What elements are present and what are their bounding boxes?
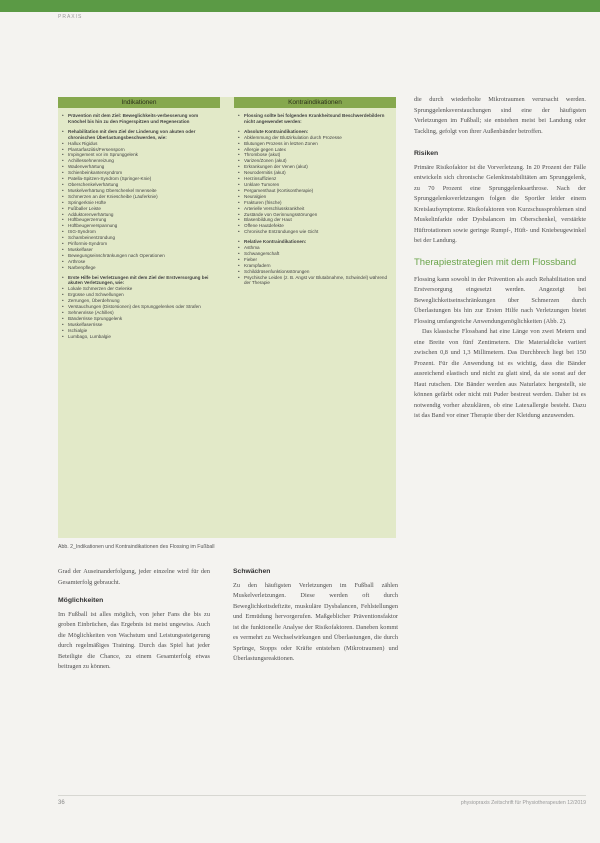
table-section-title: • Relative Kontraindikationen: bbox=[238, 239, 392, 245]
paragraph: Das klassische Flossband hat eine Länge von zwei Metern und eine Breite von fünf Zentimetern. Die Materialdicke variiert zwischen 0,8 und 1,3 Millimetern. Das Durchbrech liegt bei 150 Prozent. Für die Anwendung ist es wichtig, dass die Bänder ausreichend elastisch und nicht zu glatt sind, da sie sonst auf der Haut rutschen. Die Bänder werden aus Naturlatex hergestellt, sie können gefärbt oder nicht mit Puder bestreut werden. Daher ist es notwendig vorher abzuklären, ob eine Latexallergie besteht. Dazu ist das Band vor einer Therapie über der Kleidung anzuwenden. bbox=[414, 328, 586, 419]
footer-rule bbox=[58, 795, 586, 796]
table-item: • Plantarfasziitis/Fersensporn bbox=[62, 147, 216, 153]
table-item-list bbox=[62, 286, 216, 339]
table-item: • Zustände von Gerinnungsstörungen bbox=[238, 212, 392, 218]
table-item: • Zerrungen, Überdehnung bbox=[62, 298, 216, 304]
text-column-3 bbox=[414, 95, 586, 422]
table-item: • Impingement vor im Sprunggelenk bbox=[62, 152, 216, 158]
top-color-bar bbox=[0, 0, 600, 12]
figure-caption: Abb. 2_Indikationen und Kontraindikationen des Flossing im Fußball bbox=[58, 544, 215, 550]
paragraph: Primäre Risikofaktor ist die Vorverletzung. In 20 Prozent der Fälle entwickeln sich chronische Gelenkinstabilitäten am Sprunggelenk, zu 70 Prozent eine Sprunggelenksarthrose. Nach der Sprunggelenksverletzungen folgen die Sportler leider einem Kreislaufsymptome. Risikofaktoren von Kurzschussproblemen sind Muskelinfarkte oder Dysbalancen im Oberschenkel, verstärkte Hüftrotationen sowie geringe Rumpf-, Hüft- und Kniebeugewinkel bei der Landung. bbox=[414, 163, 586, 244]
paragraph: Im Fußball ist alles möglich, von jeher Fans die bis zu groben Einbrüchen, das Ergebnis ist meist ungewiss. Auch die Möglichkeiten von Wachstum und Leistungssteigerung durch regelmäßiges Training. Durch das Spiel hat jeder Beteiligte die Chance, zu einem Gesamterfolg etwas beitragen zu können. bbox=[58, 610, 210, 670]
table-section-title: • Prävention mit dem Ziel: Beweglichkeits-verbesserung vom Knöchel bis hin zu den Fingerspitzen und Regeneration bbox=[62, 113, 216, 125]
table-item: • Unklare Tumoren bbox=[238, 182, 392, 188]
table-section bbox=[62, 129, 216, 271]
section-heading: Möglichkeiten bbox=[58, 597, 104, 604]
table-section-title: • Flossing sollte bei folgenden Krankheitsund Beschwerdebildern nicht angewendet werden: bbox=[238, 113, 392, 125]
table-item: • Narbenpflege bbox=[62, 265, 216, 271]
table-item: • Bänderrisse Sprunggelenk bbox=[62, 316, 216, 322]
table-item: • Lumbago, Lumbalgie bbox=[62, 334, 216, 340]
table-item-list bbox=[238, 135, 392, 235]
indications-list bbox=[58, 108, 220, 340]
table-item: • Krampfadern bbox=[238, 263, 392, 269]
table-item: • Lokale Schmerzen der Gelenke bbox=[62, 286, 216, 292]
table-item: • Thrombose (akut) bbox=[238, 152, 392, 158]
text-column-1 bbox=[58, 567, 210, 673]
page-number: 36 bbox=[58, 800, 65, 806]
table-item: • Herzinsuffizienz bbox=[238, 176, 392, 182]
table-item: • Psychische Leiden (z. B. Angst vor Blutabnahme, Schwindel) während der Therapie bbox=[238, 275, 392, 287]
table-section bbox=[238, 239, 392, 286]
section-heading-green: Therapiestrategien mit dem Flossband bbox=[414, 256, 577, 268]
table-item: • Oberschenkelverhärtung bbox=[62, 182, 216, 188]
section-heading: Schwächen bbox=[233, 568, 271, 575]
table-item: • Schwangerschaft bbox=[238, 251, 392, 257]
contraindications-column bbox=[234, 97, 396, 538]
table-item: • Allergie gegen Latex bbox=[238, 147, 392, 153]
paragraph: die durch wiederholte Mikrotraumen verursacht werden. Sprunggelenksverstauchungen sind eine der häufigsten Verletzungen im Fußball; sie entstehen meist bei Landung oder Tackling, gefolgt von ihrer Außenbänder betroffen. bbox=[414, 96, 586, 135]
table-item: • Muskelfaserrisse bbox=[62, 322, 216, 328]
table-section bbox=[238, 113, 392, 125]
table-item-list bbox=[238, 245, 392, 286]
table-item: • Schmerzen an der Kniescheibe (Läuferknie) bbox=[62, 194, 216, 200]
table-item: • Ischialgie bbox=[62, 328, 216, 334]
table-item: • Varizen/Zonen (akut) bbox=[238, 158, 392, 164]
table-item: • Ergüsse und Schwellungen bbox=[62, 292, 216, 298]
table-section-title: • Absolute Kontraindikationen: bbox=[238, 129, 392, 135]
contraindications-header: Kontraindikationen bbox=[234, 97, 396, 108]
table-section-title: • Rehabilitation mit dem Ziel der Linderung von akuten oder chronischen Überlastungsbeschwerden, wie: bbox=[62, 129, 216, 141]
journal-footer: physiopraxis Zeitschrift für Physiotherapeuten 12/2019 bbox=[460, 800, 586, 806]
table-item: • Erkrankungen der Venen (akut) bbox=[238, 164, 392, 170]
table-item: • Verstauchungen (Distorsionen) des Sprunggelenkes oder Strafen bbox=[62, 304, 216, 310]
table-section bbox=[62, 113, 216, 125]
table-item: • Hallux Rigidus bbox=[62, 141, 216, 147]
table-item: • Bewegungseinschränkungen nach Operationen bbox=[62, 253, 216, 259]
table-item: • Schienbeinkantensyndrom bbox=[62, 170, 216, 176]
table-item: • Neurodermitis (akut) bbox=[238, 170, 392, 176]
table-item: • Blutungen Prozess im letzten Zonen bbox=[238, 141, 392, 147]
paragraph: Zu den häufigsten Verletzungen im Fußball zählen Muskelverletzungen. Diese werden oft durch Beweglichkeitsdefizite, muskuläre Dysbalancen, Fehlstellungen und Ermüdung hervorgerufen. Maßgeblicher Präventionsfaktor ist die funktionelle Analyse der Risikofaktoren. Daneben kommt es vermehrt zu Wechselwirkungen und Überlastungen, die durch Sprünge, Stopps oder Kräfte entstehen (Mikrotraumen) und Überlastungsreaktionen. bbox=[233, 581, 398, 662]
paragraph: Grad der Auseinanderfolgung, jeder einzelne wird für den Gesamterfolg gebraucht. bbox=[58, 568, 210, 586]
section-heading: Risiken bbox=[414, 150, 439, 157]
indications-table bbox=[58, 97, 396, 538]
table-item: • Blasenbildung der Haut bbox=[238, 217, 392, 223]
table-item: • Muskelfaser bbox=[62, 247, 216, 253]
table-item: • Schambeinentzündung bbox=[62, 235, 216, 241]
table-section bbox=[62, 275, 216, 340]
table-item-list bbox=[62, 141, 216, 271]
table-item: • Fieber bbox=[238, 257, 392, 263]
table-section-title: • Erste Hilfe bei Verletzungen mit dem Ziel der Erstversorgung bei akuten Verletzungen, wie: bbox=[62, 275, 216, 287]
table-item: • Pergamenthaut (Kortisontherapie) bbox=[238, 188, 392, 194]
table-item: • ISG-Syndrom bbox=[62, 229, 216, 235]
table-item: • Adduktorenverhärtung bbox=[62, 212, 216, 218]
table-item: • Abklemmung der Blutzirkulation durch Prozesse bbox=[238, 135, 392, 141]
table-item: • Frakturen (frische) bbox=[238, 200, 392, 206]
table-item: • Achillessehnenreizung bbox=[62, 158, 216, 164]
table-item: • Hüftbeugerzerrung bbox=[62, 217, 216, 223]
indications-header: Indikationen bbox=[58, 97, 220, 108]
table-item: • Springerknie Hüfte bbox=[62, 200, 216, 206]
table-section bbox=[238, 129, 392, 235]
table-item: • Schilddrüsenfunktionsstörungen bbox=[238, 269, 392, 275]
indications-column bbox=[58, 97, 220, 538]
table-item: • Offene Hautdefekte bbox=[238, 223, 392, 229]
table-item: • Wadenverhärtung bbox=[62, 164, 216, 170]
table-item: • Hüftbeugerverspannung bbox=[62, 223, 216, 229]
running-head: PRAXIS bbox=[58, 14, 83, 20]
table-item: • Fußballer Leiste bbox=[62, 206, 216, 212]
table-item: • Neuralgien bbox=[238, 194, 392, 200]
table-item: • Muskelverhärtung Oberschenkel Innenseite bbox=[62, 188, 216, 194]
paragraph: Flossing kann sowohl in der Prävention als auch Rehabilitation und Erstversorgung eingesetzt werden. Angezeigt bei Beweglichkeitseinschränkungen über Schmerzen durch Überlastungen bis hin zur Ersten Hilfe nach Verletzungen bietet Flossing umfangreiche Anwendungsmöglichkeiten (Abb. 2). bbox=[414, 275, 586, 325]
table-item: • Chronische Entzündungen wie Gicht bbox=[238, 229, 392, 235]
contraindications-list bbox=[234, 108, 396, 286]
table-item: • Arterielle Verschlusskrankheit bbox=[238, 206, 392, 212]
table-item: • Sehnenrisse (Achilles) bbox=[62, 310, 216, 316]
table-item: • Arthrose bbox=[62, 259, 216, 265]
table-item: • Patella-Spitzen-Syndrom (Springer-Knie) bbox=[62, 176, 216, 182]
table-item: • Piriformis-Syndrom bbox=[62, 241, 216, 247]
table-item: • Asthma bbox=[238, 245, 392, 251]
text-column-2 bbox=[233, 567, 398, 665]
